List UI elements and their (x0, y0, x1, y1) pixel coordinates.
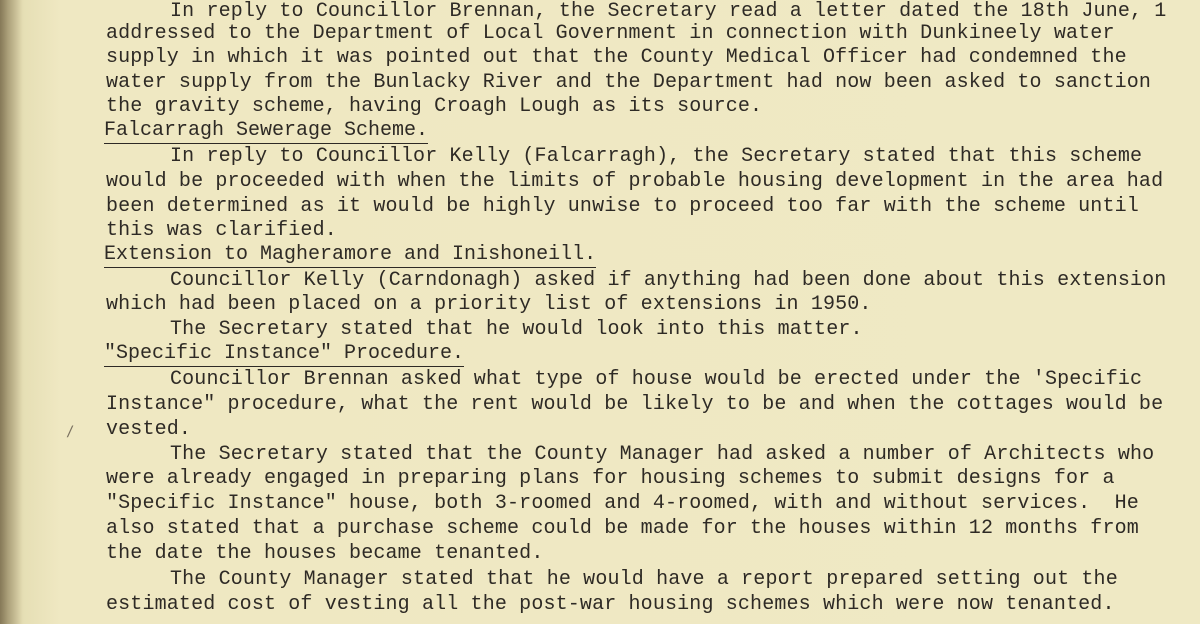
text-line: the gravity scheme, having Croagh Lough as its source. (106, 95, 763, 118)
text-line: In reply to Councillor Kelly (Falcarragh), the Secretary stated that this scheme (170, 145, 1143, 168)
text-line: which had been placed on a priority list of extensions in 1950. (106, 293, 872, 316)
text-line: the date the houses became tenanted. (106, 542, 544, 565)
text-line: were already engaged in preparing plans for housing schemes to submit designs for a (106, 467, 1115, 490)
section-heading: Extension to Magheramore and Inishoneill. (104, 243, 597, 266)
text-line: Councillor Kelly (Carndonagh) asked if anything had been done about this extension (170, 269, 1167, 292)
section-heading: "Specific Instance" Procedure. (104, 342, 465, 365)
text-line: The County Manager stated that he would have a report prepared setting out the (170, 568, 1118, 591)
text-line: vested. (106, 418, 192, 441)
text-line: water supply from the Bunlacky River and the Department had now been asked to sanction (106, 71, 1152, 94)
binding-shadow (0, 0, 22, 624)
text-line: estimated cost of vesting all the post-war housing schemes which were now tenanted. (106, 593, 1115, 616)
text-line: Instance" procedure, what the rent would be likely to be and when the cottages would be (106, 393, 1164, 416)
text-line: The Secretary stated that the County Manager had asked a number of Architects who (170, 443, 1155, 466)
text-line: would be proceeded with when the limits of probable housing development in the area had (106, 170, 1164, 193)
text-line: supply in which it was pointed out that the County Medical Officer had condemned the (106, 46, 1127, 69)
text-line: In reply to Councillor Brennan, the Secretary read a letter dated the 18th June, 1 (170, 0, 1167, 23)
text-line: been determined as it would be highly unwise to proceed too far with the scheme until (106, 195, 1139, 218)
margin-mark: / (66, 424, 75, 440)
text-line: this was clarified. (106, 219, 337, 242)
text-line: Councillor Brennan asked what type of house would be erected under the 'Specific (170, 368, 1143, 391)
text-line: addressed to the Department of Local Government in connection with Dunkineely water (106, 22, 1115, 45)
text-line: "Specific Instance" house, both 3-roomed and 4-roomed, with and without services. He (106, 492, 1139, 515)
section-heading: Falcarragh Sewerage Scheme. (104, 119, 429, 142)
text-line: The Secretary stated that he would look into this matter. (170, 318, 863, 341)
text-line: also stated that a purchase scheme could be made for the houses within 12 months from (106, 517, 1139, 540)
